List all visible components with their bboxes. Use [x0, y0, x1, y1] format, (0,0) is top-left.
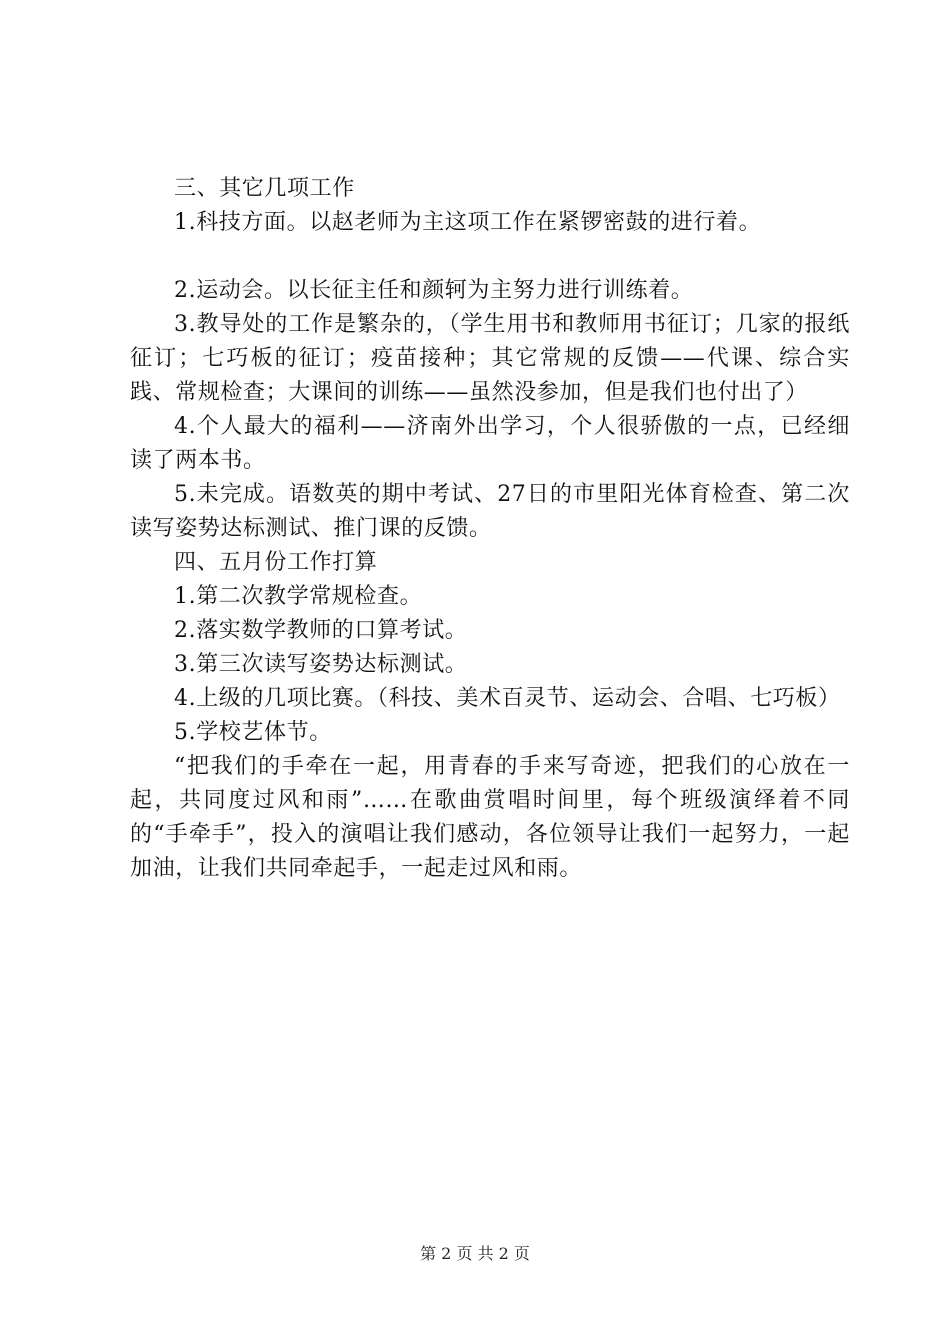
paragraph-technology: 1.科技方面。以赵老师为主这项工作在紧锣密鼓的进行着。: [174, 210, 762, 235]
section-heading-other-work: 三、其它几项工作: [174, 176, 355, 201]
plan-item-4: 4.上级的几项比赛。（科技、美术百灵节、运动会、合唱、七巧板）: [174, 686, 841, 711]
plan-item-3: 3.第三次读写姿势达标测试。: [174, 652, 468, 677]
paragraph-sports-meet: 2.运动会。以长征主任和颜轲为主努力进行训练着。: [174, 278, 694, 303]
paragraph-personal-benefit: 4.个人最大的福利——济南外出学习，个人很骄傲的一点，已经细读了两本书。: [130, 414, 850, 473]
closing-paragraph: “把我们的手牵在一起，用青春的手来写奇迹，把我们的心放在一起，共同度过风和雨”……在歌曲赏唱时间里，每个班级演绎着不同的“手牵手”，投入的演唱让我们感动，各位领导让我们一起努力，一起加油，让我们共同牵起手，一起走过风和雨。: [130, 754, 850, 881]
paragraph-unfinished: 5.未完成。语数英的期中考试、27日的市里阳光体育检查、第二次读写姿势达标测试、推门课的反馈。: [130, 482, 850, 541]
section-heading-may-plan: 四、五月份工作打算: [174, 550, 378, 575]
document-body: [130, 172, 850, 886]
paragraph-teaching-office: 3.教导处的工作是繁杂的，（学生用书和教师用书征订；几家的报纸征订；七巧板的征订；疫苗接种；其它常规的反馈——代课、综合实践、常规检查；大课间的训练——虽然没参加，但是我们也付出了）: [130, 312, 850, 405]
plan-item-5: 5.学校艺体节。: [174, 720, 332, 745]
page-footer: 第 2 页 共 2 页: [420, 1244, 530, 1263]
plan-item-1: 1.第二次教学常规检查。: [174, 584, 423, 609]
plan-item-2: 2.落实数学教师的口算考试。: [174, 618, 468, 643]
